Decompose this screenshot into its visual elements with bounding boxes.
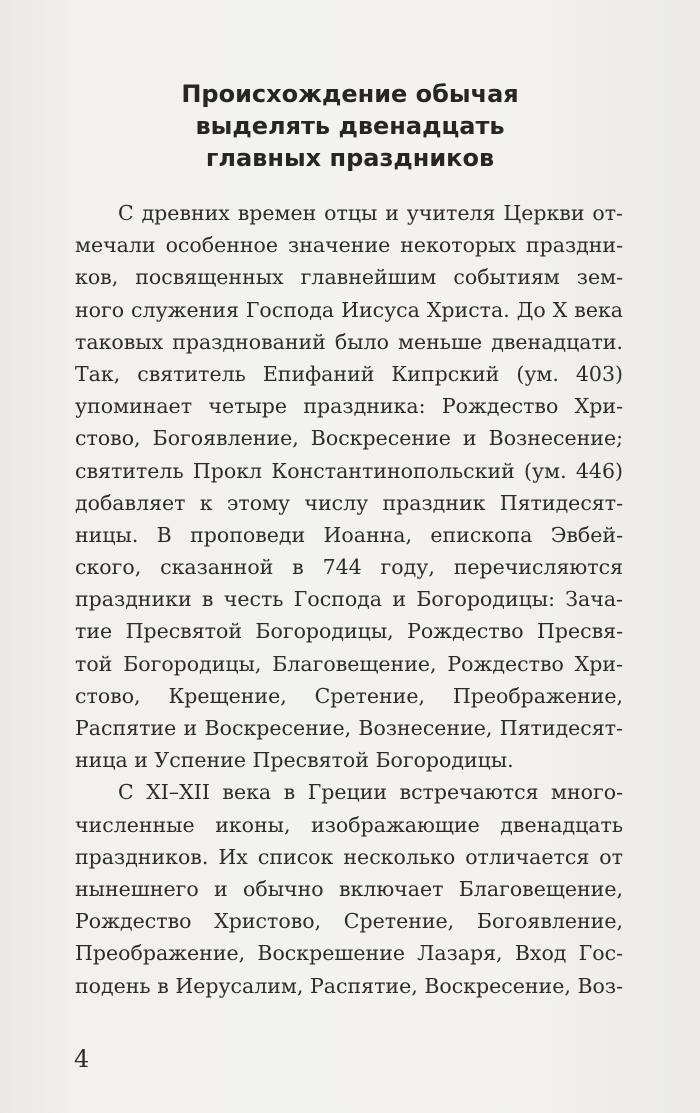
text-line: добавляет к этому числу праздник Пятидесят-: [75, 490, 623, 515]
chapter-title-line-2: выделять двенадцать: [195, 112, 505, 140]
page-number: 4: [74, 1045, 90, 1073]
text-line: Преображение, Воскрешение Лазаря, Вход Гос-: [75, 941, 623, 966]
text-line: Рождество Христово, Сретение, Богоявление,: [75, 909, 623, 934]
text-line: ского, сказанной в 744 году, перечисляются: [75, 555, 623, 580]
text-line: ницы. В проповеди Иоанна, епископа Эвбей-: [75, 522, 623, 547]
text-line: праздников. Их список несколько отличается от: [75, 844, 623, 869]
text-line: стово, Богоявление, Воскресение и Вознесение;: [75, 426, 623, 451]
text-line: подень в Иерусалим, Распятие, Воскресение, Воз-: [75, 973, 623, 998]
text-line: мечали особенное значение некоторых праздни-: [75, 233, 623, 258]
text-line: стово, Крещение, Сретение, Преображение,: [75, 683, 623, 708]
text-line: С древних времен отцы и учителя Церкви от-: [118, 201, 623, 225]
text-line: нынешнего и обычно включает Благовещение,: [75, 876, 623, 901]
chapter-title: [60, 78, 640, 174]
text-line: ного служения Господа Иисуса Христа. До X века: [75, 297, 623, 322]
text-line: численные иконы, изображающие двенадцать: [75, 812, 623, 837]
text-line: Распятие и Воскресение, Вознесение, Пятидесят-: [75, 716, 623, 740]
text-line: тие Пресвятой Богородицы, Рождество Пресвя-: [75, 619, 623, 644]
text-line: С XI–XII века в Греции встречаются много-: [118, 780, 623, 805]
text-line: ков, посвященных главнейшим событиям зем-: [75, 265, 623, 290]
text-line: Так, святитель Епифаний Кипрский (ум. 403): [75, 361, 623, 386]
text-line: таковых празднований было меньше двенадцати.: [75, 329, 623, 354]
text-line: праздники в честь Господа и Богородицы: Зача-: [75, 587, 623, 612]
chapter-title-line-1: Происхождение обычая: [181, 80, 519, 108]
text-line: ница и Успение Пресвятой Богородицы.: [75, 748, 514, 773]
text-line: святитель Прокл Константинопольский (ум. 446): [75, 458, 623, 483]
text-line: упоминает четыре праздника: Рождество Хри-: [75, 394, 623, 419]
chapter-title-line-3: главных праздников: [205, 144, 495, 172]
text-line: той Богородицы, Благовещение, Рождество Хри-: [75, 651, 623, 676]
body-text: [75, 197, 623, 1002]
